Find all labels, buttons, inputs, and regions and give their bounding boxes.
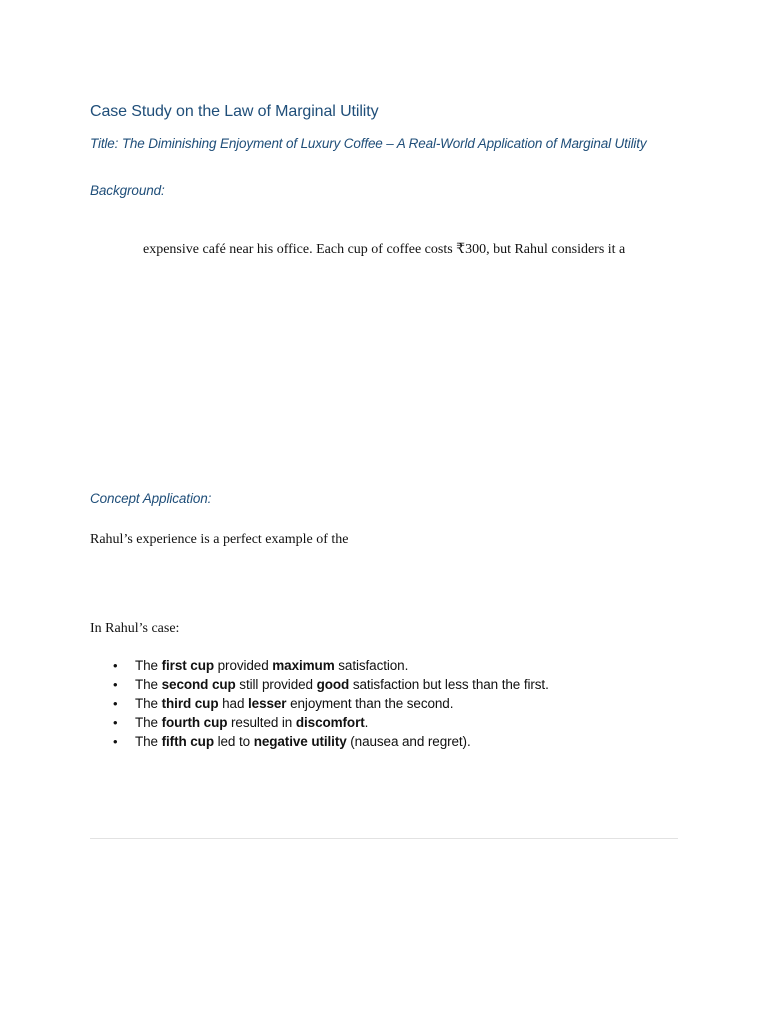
bullet-bold-term: maximum [272,658,335,673]
bullet-bold-subject: third cup [161,696,219,711]
bullet-mid: had [218,696,249,711]
list-item [90,694,549,713]
background-text: expensive café near his office. Each cup of coffee costs ₹300, but Rahul considers it a [143,242,626,257]
background-heading: Background: [90,183,165,198]
bullet-bold-subject: fourth cup [161,715,228,730]
list-item [90,732,549,751]
bullet-bold-subject: fifth cup [161,734,214,749]
bullet-bold-term: good [316,677,350,692]
bullet-pre: The [135,715,162,730]
bullet-post: satisfaction but less than the first. [349,677,549,692]
list-item [90,675,549,694]
bullet-bold-term: negative utility [253,734,347,749]
bullet-icon: • [113,734,118,749]
bullet-mid: resulted in [227,715,296,730]
bullet-bold-subject: first cup [161,658,214,673]
bullet-pre: The [135,734,162,749]
bullet-post: enjoyment than the second. [286,696,454,711]
bullet-bold-term: discomfort [295,715,365,730]
bullet-icon: • [113,658,118,673]
concept-application-text: Rahul’s experience is a perfect example of the [90,532,349,547]
bullet-post: satisfaction. [334,658,409,673]
bullet-post: (nausea and regret). [346,734,471,749]
case-intro-text: In Rahul’s case: [90,621,180,636]
concept-application-heading: Concept Application: [90,491,212,506]
bullet-pre: The [135,677,162,692]
bullet-bold-subject: second cup [161,677,236,692]
document-subtitle: Title: The Diminishing Enjoyment of Luxury Coffee – A Real-World Application of Marginal Utility [90,136,647,151]
bullet-post: . [364,715,369,730]
document-title: Case Study on the Law of Marginal Utility [90,103,379,120]
bullet-bold-term: lesser [248,696,287,711]
bullet-mid: provided [213,658,273,673]
bullet-icon: • [113,715,118,730]
bullet-icon: • [113,696,118,711]
bullet-pre: The [135,696,162,711]
bullet-pre: The [135,658,162,673]
bullet-mid: led to [213,734,254,749]
list-item [90,713,549,732]
cup-bullet-list [90,656,549,751]
list-item [90,656,549,675]
bullet-mid: still provided [235,677,317,692]
horizontal-divider [90,838,678,839]
bullet-icon: • [113,677,118,692]
